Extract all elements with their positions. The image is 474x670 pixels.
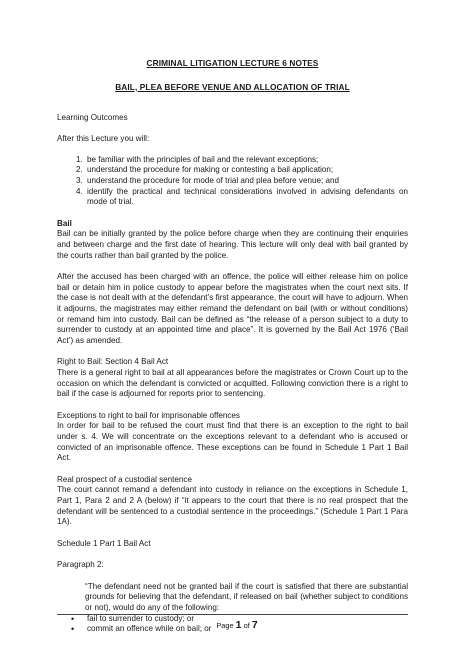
document-subtitle: BAIL, PLEA BEFORE VENUE AND ALLOCATION OF TRIAL [115, 81, 350, 92]
footer-page-word: Page [216, 621, 234, 630]
right-to-bail-heading: Right to Bail: Section 4 Bail Act [57, 357, 169, 367]
document-title: CRIMINAL LITIGATION LECTURE 6 NOTES [146, 58, 319, 68]
outcomes-list [57, 155, 408, 208]
bail-ground-item: • fail to surrender to custody; or [85, 614, 408, 625]
learning-outcomes-heading: Learning Outcomes [57, 113, 128, 123]
bail-heading: Bail [57, 218, 72, 228]
footer-page-number: 1 [235, 619, 242, 631]
footer-page-total: 7 [251, 619, 258, 631]
exceptions-paragraph: In order for bail to be refused the court must find that there is an exception to the right to bail under s. 4. We will concentrate on the exceptions relevant to a defendant who is accused or convicted of an imprisonable offence. These exceptions can be found in Schedule 1 Part 1 Bail Act. [57, 421, 408, 463]
outcome-item: 2. understand the procedure for making or contesting a bail application; [85, 165, 408, 176]
bail-paragraph-2: After the accused has been charged with an offence, the police will either release him on police bail or detain him in police custody to appear before the magistrates when the court next sits. If the case is not dealt with at the defendant’s first appearance, the court will have to adjourn. When it adjourns, the magistrates may either remand the defendant on bail (with or without conditions) or remand him into custody. Bail can be defined as “the release of a person subject to a duty to surrender to custody at an appointed time and place”. It is governed by the Bail Act 1976 (‘Bail Act’) as amended. [57, 272, 408, 345]
after-lecture-text: After this Lecture you will: [57, 134, 150, 144]
exceptions-heading: Exceptions to right to bail for imprisonable offences [57, 410, 240, 420]
right-to-bail-paragraph: There is a general right to bail at all appearances before the magistrates or Crown Court up to the occasion on which the defendant is convicted or acquitted. Following conviction there is a right to bail if the case is adjourned for reports prior to sentencing. [57, 367, 408, 399]
page-footer [0, 620, 474, 632]
paragraph-2-label: Paragraph 2: [57, 560, 104, 570]
bail-ground-item: • commit an offence while on bail; or [85, 624, 408, 635]
bail-paragraph-1: Bail can be initially granted by the police before charge when they are continuing their enquiries and between charge and the first date of hearing. This lecture will only deal with bail granted by the courts rather than bail granted by the police. [57, 229, 408, 260]
outcome-item: 1. be familiar with the principles of bail and the relevant exceptions; [85, 155, 408, 166]
schedule-heading: Schedule 1 Part 1 Bail Act [57, 538, 151, 548]
custodial-prospect-paragraph: The court cannot remand a defendant into custody in reliance on the exceptions in Schedule 1, Part 1, Para 2 and 2 A (below) if “it appears to the court that there is no real prospect that the defendant will be sentenced to a custodial sentence in the proceedings.” (Schedule 1 Part 1 Para 1A). [57, 485, 408, 527]
custodial-prospect-heading: Real prospect of a custodial sentence [57, 474, 192, 484]
outcome-item: 4. identify the practical and technical considerations involved in advising defendants on mode of trial. [85, 187, 408, 208]
footer-of-word: of [243, 621, 250, 630]
paragraph-2-quote: “The defendant need not be granted bail if the court is satisfied that there are substantial grounds for believing that the defendant, if released on bail (whether subject to conditions or not), would do any of the following: [85, 581, 408, 613]
footer-divider [57, 614, 408, 615]
outcome-item: 3. understand the procedure for mode of trial and plea before venue; and [85, 176, 408, 187]
